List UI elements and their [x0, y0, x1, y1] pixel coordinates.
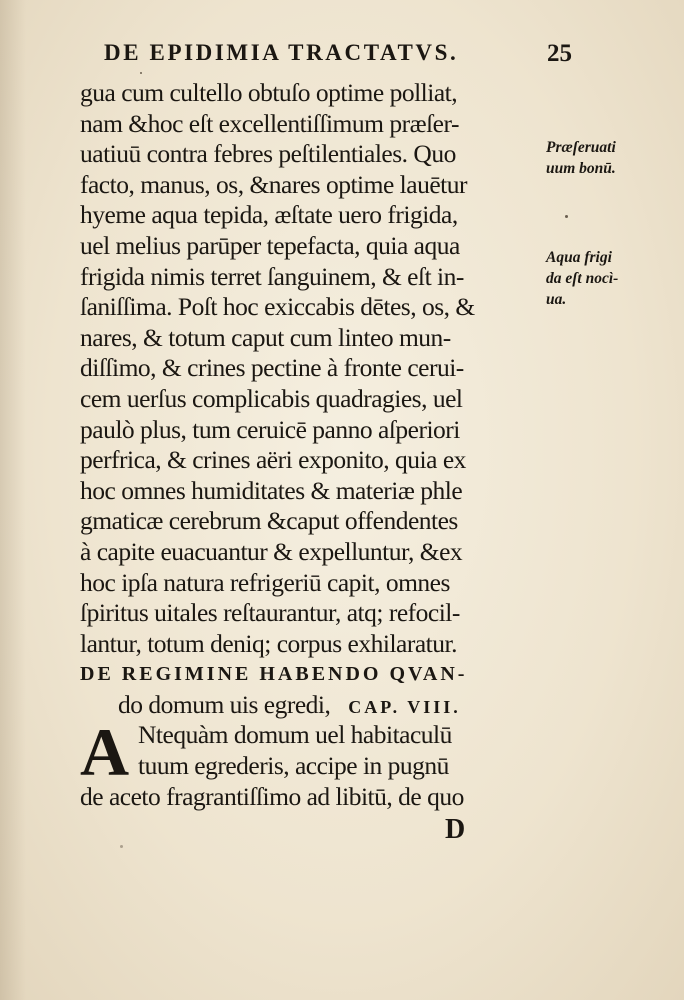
body-text — [80, 78, 542, 812]
chapter-heading: DE REGIMINE HABENDO QVAN- — [80, 663, 468, 686]
chapter-label: CAP. VIII. — [348, 696, 461, 717]
running-head: DE EPIDIMIA TRACTATVS. — [104, 40, 459, 65]
page-number: 25 — [547, 40, 572, 67]
margin-note — [546, 247, 618, 310]
margin-note-line: da eſt nocì- — [546, 270, 619, 287]
text-line: hoc omnes humiditates & materiæ phle — [80, 475, 463, 505]
text-line: ſpiritus uitales reſtaurantur, atq; refocil- — [80, 598, 460, 628]
gutter-shadow — [0, 0, 26, 1000]
text-line: hoc ipſa natura refrigeriū capit, omnes — [80, 567, 450, 597]
text-line: facto, manus, os, &nares optime lauētur — [80, 169, 467, 199]
ink-speck — [565, 215, 568, 218]
text-line: paulò plus, tum ceruicē panno aſperiori — [80, 414, 460, 444]
text-line: diſſimo, & crines pectine à fronte cerui- — [80, 353, 464, 383]
chapter-heading-text: do domum uis egredi, — [118, 689, 331, 719]
margin-note-line: uum bonū. — [546, 160, 616, 177]
text-line: frigida nimis terret ſanguinem, & eſt in- — [80, 261, 464, 291]
text-line: nares, & totum caput cum linteo mun- — [80, 322, 451, 352]
text-line: gmaticæ cerebrum &caput offendentes — [80, 506, 458, 536]
text-line: uatiuū contra febres peſtilentiales. Quo — [80, 139, 456, 169]
ink-speck — [120, 845, 123, 848]
margin-note-line: Aqua frigi — [546, 249, 612, 266]
margin-note-line: Præſeruati — [546, 139, 616, 156]
text-line: perfrica, & crines aëri exponito, quia ex — [80, 445, 466, 475]
margin-note-line: ua. — [546, 291, 567, 308]
text-line: cem uerſus complicabis quadragies, uel — [80, 383, 463, 413]
text-line: lantur, totum deniq; corpus exhilaratur. — [80, 628, 457, 658]
text-line: gua cum cultello obtuſo optime polliat, — [80, 78, 458, 107]
text-line: de aceto fragrantiſſimo ad libitū, de quo — [80, 781, 464, 811]
text-line: hyeme aqua tepida, æſtate uero frigida, — [80, 200, 458, 230]
signature-mark: D — [445, 814, 467, 845]
text-line: Ntequàm domum uel habitaculū — [138, 720, 452, 750]
margin-note — [546, 137, 616, 179]
drop-cap: A — [80, 714, 130, 790]
text-line: ſaniſſima. Poſt hoc exiccabis dētes, os, & — [80, 292, 475, 322]
text-line: uel melius parūper tepefacta, quia aqua — [80, 230, 460, 260]
chapter-heading-continued — [80, 690, 542, 721]
text-line: tuum egrederis, accipe in pugnū — [138, 751, 449, 781]
text-line: à capite euacuantur & expelluntur, &ex — [80, 536, 463, 566]
text-line: nam &hoc eſt excellentiſſimum præſer- — [80, 108, 459, 138]
ink-speck — [140, 72, 142, 74]
